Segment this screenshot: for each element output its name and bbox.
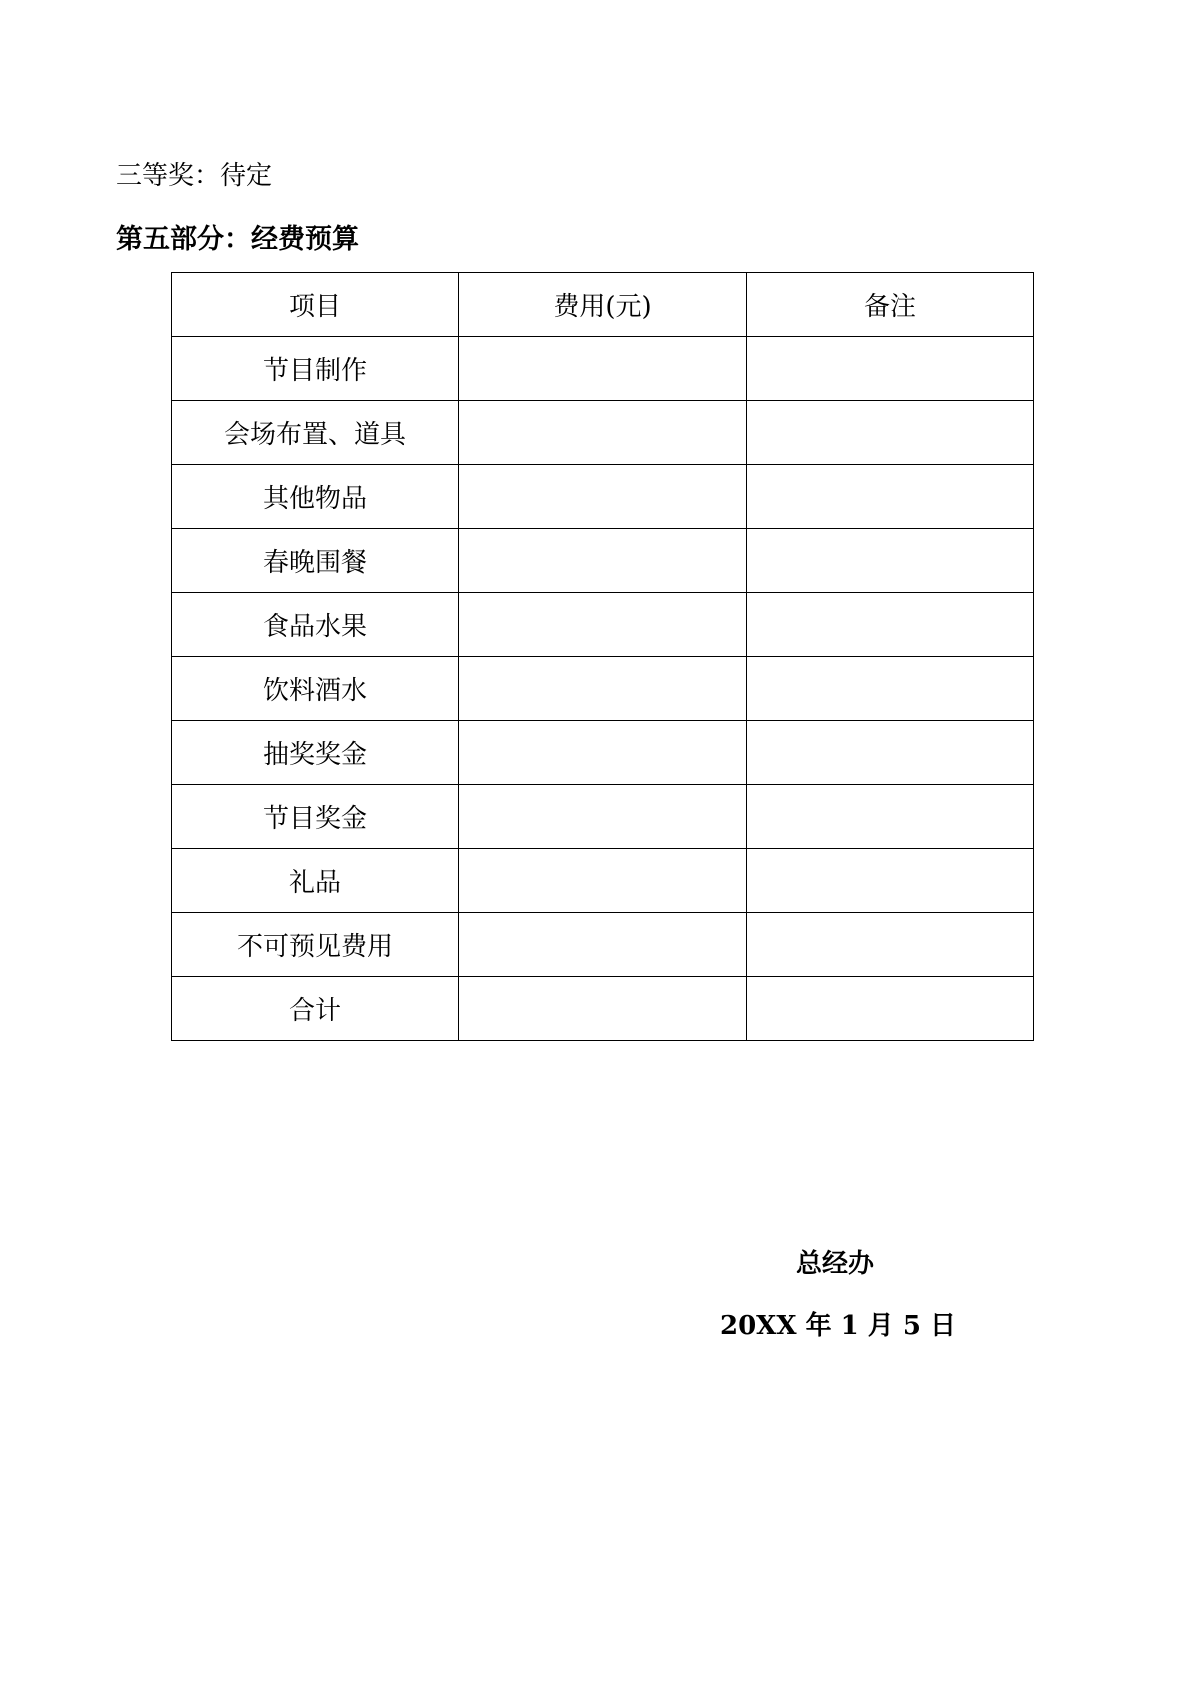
remark-cell	[747, 913, 1034, 977]
cost-cell	[459, 849, 747, 913]
remark-cell	[747, 657, 1034, 721]
remark-cell	[747, 977, 1034, 1041]
remark-cell	[747, 337, 1034, 401]
header-cost: 费用(元)	[459, 273, 747, 337]
item-cell: 节目制作	[172, 337, 459, 401]
table-row-total	[172, 977, 1034, 1041]
cost-cell	[459, 721, 747, 785]
remark-cell	[747, 529, 1034, 593]
remark-cell	[747, 721, 1034, 785]
header-item: 项目	[172, 273, 459, 337]
item-cell: 春晚围餐	[172, 529, 459, 593]
item-cell: 合计	[172, 977, 459, 1041]
table-row	[172, 657, 1034, 721]
cost-cell	[459, 337, 747, 401]
table-row	[172, 785, 1034, 849]
budget-table	[171, 272, 1034, 1041]
cost-cell	[459, 913, 747, 977]
cost-cell	[459, 529, 747, 593]
remark-cell	[747, 401, 1034, 465]
cost-cell	[459, 465, 747, 529]
section-title: 第五部分：经费预算	[116, 224, 359, 255]
table-row	[172, 337, 1034, 401]
table-row	[172, 401, 1034, 465]
table-row	[172, 721, 1034, 785]
table-header-row	[172, 273, 1034, 337]
issuing-department: 总经办	[795, 1249, 874, 1279]
item-cell: 抽奖奖金	[172, 721, 459, 785]
table-row	[172, 529, 1034, 593]
cost-cell	[459, 785, 747, 849]
remark-cell	[747, 785, 1034, 849]
remark-cell	[747, 849, 1034, 913]
item-cell: 不可预见费用	[172, 913, 459, 977]
table-row	[172, 913, 1034, 977]
item-cell: 礼品	[172, 849, 459, 913]
remark-cell	[747, 593, 1034, 657]
table-row	[172, 465, 1034, 529]
item-cell: 其他物品	[172, 465, 459, 529]
header-remark: 备注	[747, 273, 1034, 337]
issue-date: 20XX 年 1 月 5 日	[720, 1311, 956, 1341]
item-cell: 饮料酒水	[172, 657, 459, 721]
cost-cell	[459, 657, 747, 721]
third-prize-line: 三等奖：待定	[116, 161, 273, 191]
item-cell: 会场布置、道具	[172, 401, 459, 465]
table-row	[172, 593, 1034, 657]
cost-cell	[459, 977, 747, 1041]
table-row	[172, 849, 1034, 913]
item-cell: 节目奖金	[172, 785, 459, 849]
item-cell: 食品水果	[172, 593, 459, 657]
remark-cell	[747, 465, 1034, 529]
cost-cell	[459, 593, 747, 657]
cost-cell	[459, 401, 747, 465]
